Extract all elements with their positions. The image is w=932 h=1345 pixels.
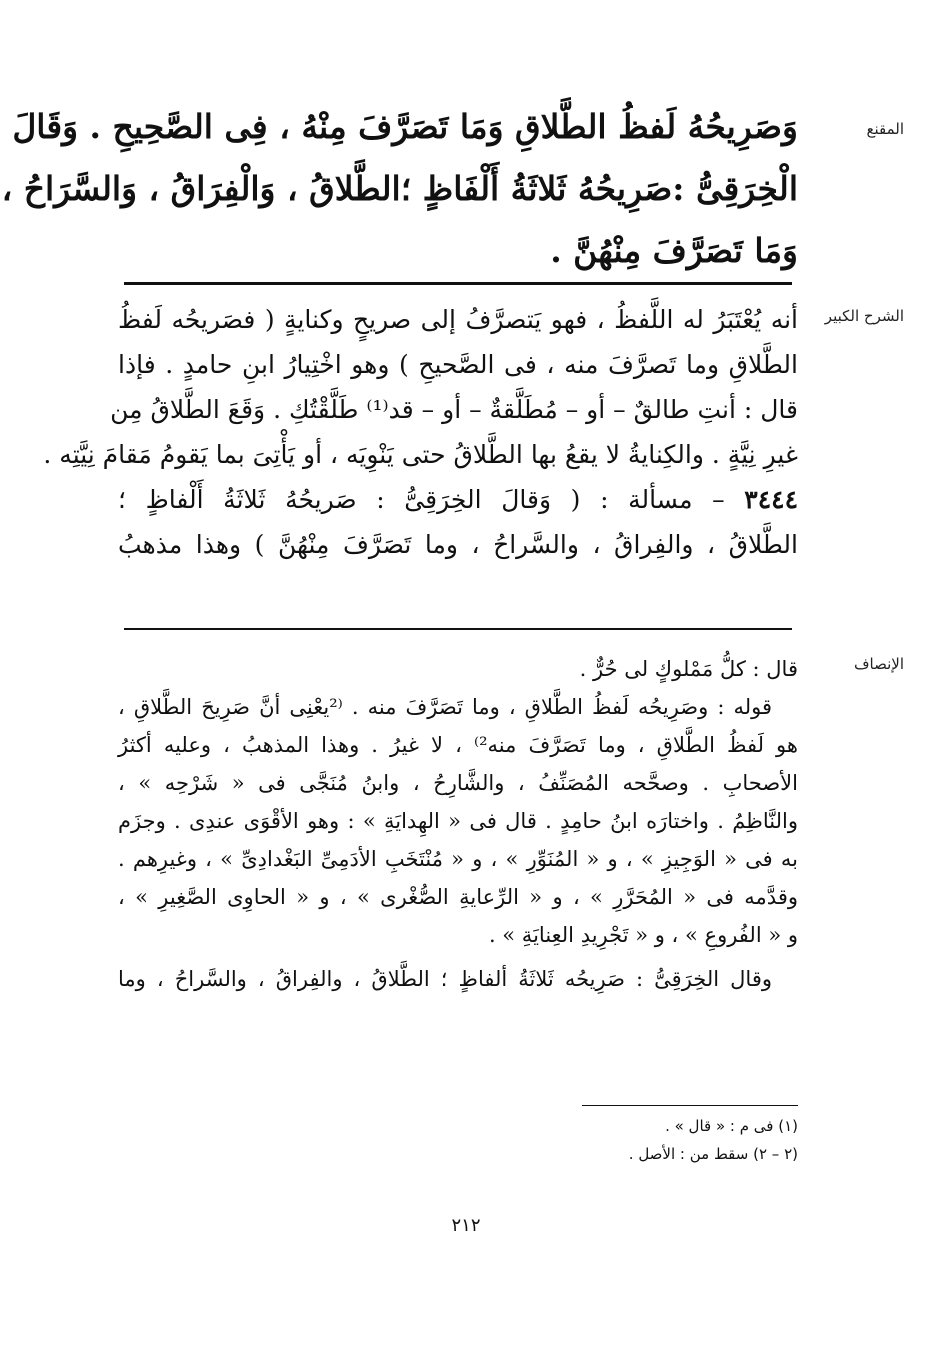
masala-heading: – مسألة : ( وَقالَ الخِرَقِىُّ : صَريحُهُ ثَلاثَةُ أَلْفاظٍ ؛ xyxy=(118,485,725,514)
insaf-line: به فى « الوَجِيزِ » ، و « المُنَوِّرِ » ، و « مُنْتَخَبِ الأدَمِىِّ البَغْدادِىِّ » ، وغيرِهم . xyxy=(118,847,798,871)
insaf-line: و « الفُروعِ » ، و « تَجْرِيدِ العِنايَةِ » . xyxy=(488,923,798,947)
masala-number: ٣٤٤٤ xyxy=(744,485,798,514)
insaf-line: الأصحابِ . وصحَّحه المُصَنِّفُ ، والشَّارِحُ ، وابنُ مُنَجَّى فى « شَرْحِه » ، xyxy=(118,771,798,795)
footnote: (٢ – ٢) سقط من : الأصل . xyxy=(628,1145,798,1163)
insaf-margin-label: الإنصاف xyxy=(853,655,904,673)
insaf-line: قوله : وصَرِيحُه لَفظُ الطَّلاقِ ، وما تَصَرَّفَ منه . ⁽²يعْنِى أنَّ صَرِيحَ الطَّلاقِ ، xyxy=(118,695,773,719)
insaf-text-block xyxy=(118,650,798,998)
muqni-line: وَمَا تَصَرَّفَ مِنْهُنَّ . xyxy=(550,231,798,270)
sharh-margin-label: الشرح الكبير xyxy=(824,307,904,325)
insaf-line: وقال الخِرَقِىُّ : صَرِيحُه ثَلاثَةُ ألفاظٍ ؛ الطَّلاقُ ، والفِراقُ ، والسَّراحُ ، وما xyxy=(118,967,772,991)
footnotes xyxy=(400,1112,798,1168)
sharh-line: أنه يُعْتَبَرُ له اللَّفظُ ، فهو يَتصرَّفُ إلى صريحٍ وكنايةٍ ( فصَريحُه لَفظُ xyxy=(118,305,798,334)
footnote-separator xyxy=(582,1105,798,1106)
insaf-line: وقدَّمه فى « المُحَرَّرِ » ، و « الرِّعايةِ الصُّغْرى » ، و « الحاوِى الصَّغِيرِ » ، xyxy=(118,885,798,909)
sharh-line: قال : أنتِ طالقٌ – أو – مُطَلَّقةٌ – أو – قد⁽¹⁾ طَلَّقْتُكِ . وَقَعَ الطَّلاقُ مِن xyxy=(110,395,798,424)
masala-line xyxy=(118,477,798,522)
muqni-line: وَصَرِيحُهُ لَفظُ الطَّلاقِ وَمَا تَصَرَّفَ مِنْهُ ، فِى الصَّحِيحِ . وَقَالَ xyxy=(12,107,798,146)
sharh-line: غيرِ نِيَّةٍ . والكِنايةُ لا يقعُ بها الطَّلاقُ حتى يَنْوِيَه ، أو يَأْتِىَ بما يَقومُ مَقامَ نِيَّتِه . xyxy=(43,440,798,469)
muqni-line: الْخِرَقِىُّ :صَرِيحُهُ ثَلاثَةُ أَلْفَاظٍ ؛الطَّلاقُ ، وَالْفِرَاقُ ، وَالسَّرَاحُ ، xyxy=(1,169,798,208)
insaf-line: هو لَفظُ الطَّلاقِ ، وما تَصَرَّفَ منه²⁾ ، لا غيرُ . وهذا المذهبُ ، وعليه أكثرُ xyxy=(118,733,798,757)
sharh-text-block xyxy=(43,297,798,567)
muqni-text-block xyxy=(1,96,798,282)
muqni-margin-label: المقنع xyxy=(866,120,904,138)
insaf-line: قال : كلُّ مَمْلوكٍ لى حُرٌّ . xyxy=(579,657,798,681)
insaf-line: والنَّاظِمُ . واختارَه ابنُ حامِدٍ . قال فى « الهِدايَةِ » : وهو الأقْوَى عندِى . وجزَم xyxy=(118,809,798,833)
section-divider xyxy=(124,628,792,630)
section-divider xyxy=(124,282,792,285)
sharh-line: الطَّلاقِ وما تَصرَّفَ منه ، فى الصَّحيحِ ) وهو اخْتِيارُ ابنِ حامدٍ . فإذا xyxy=(118,350,798,379)
page-number: ٢١٢ xyxy=(451,1215,481,1236)
sharh-line: الطَّلاقُ ، والفِراقُ ، والسَّراحُ ، وما تَصَرَّفَ مِنْهُنَّ ) وهذا مذهبُ xyxy=(118,530,798,559)
footnote: (١) فى م : « قال » . xyxy=(665,1117,798,1135)
